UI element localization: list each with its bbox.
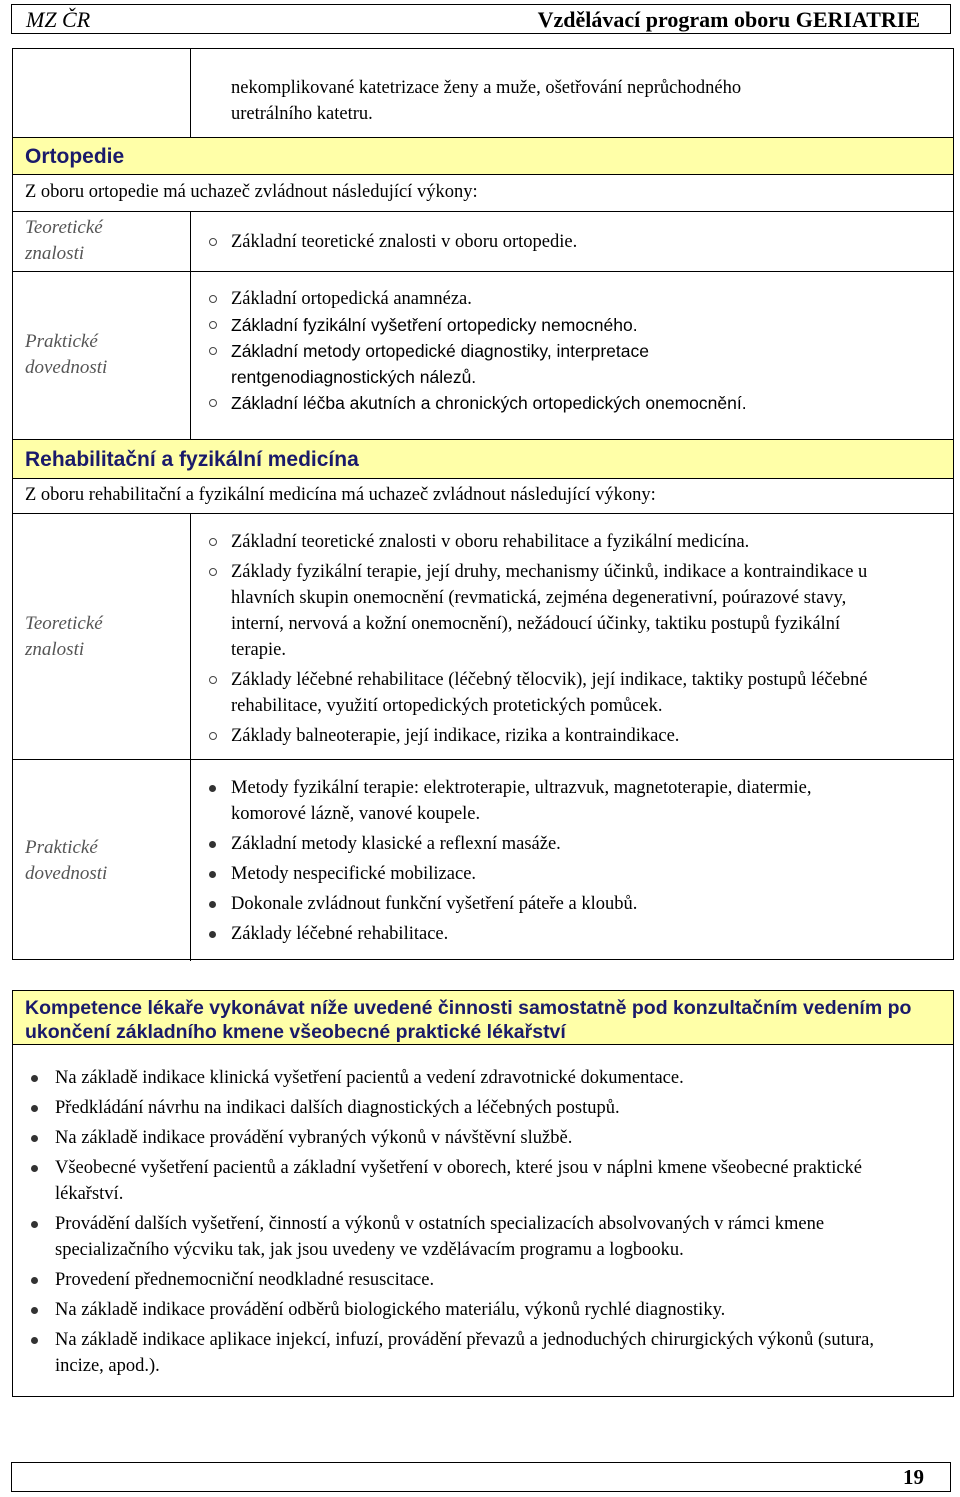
bullet-icon (209, 732, 217, 740)
bullet-icon (209, 841, 216, 848)
list-item: Základní teoretické znalosti v oboru ortopedie. (209, 229, 939, 255)
continuation-line: nekomplikované katetrizace ženy a muže, ošetřování neprůchodného (231, 78, 742, 98)
bullet-icon (209, 901, 216, 908)
bullet-icon (31, 1135, 38, 1142)
column-divider (190, 49, 191, 137)
rehabilitace-teoreticke-list (209, 529, 945, 749)
ortopedie-teoreticke-list (209, 229, 939, 255)
competence-list (31, 1065, 931, 1379)
list-item: Předkládání návrhu na indikaci dalších diagnostických a léčebných postupů. (31, 1095, 931, 1121)
section-title-text: Ortopedie (25, 145, 125, 168)
ortopedie-prakticke-list (209, 286, 919, 416)
list-item: Základní fyzikální vyšetření ortopedicky nemocného. (209, 312, 919, 338)
continuation-text (231, 75, 741, 127)
list-item: Základní metody ortopedické diagnostiky, interpretace rentgenodiagnostických nálezů. (209, 338, 771, 390)
bullet-icon (31, 1337, 38, 1344)
bullet-icon (209, 295, 217, 303)
page-header (11, 4, 951, 34)
list-item: Metody fyzikální terapie: elektroterapie, ultrazvuk, magnetoterapie, diatermie, komorové lázně, vanové koupele. (209, 775, 861, 827)
list-item: Na základě indikace klinická vyšetření pacientů a vedení zdravotnické dokumentace. (31, 1065, 931, 1091)
column-divider (190, 271, 191, 439)
label-line: znalosti (25, 243, 85, 264)
list-item: Základy léčebné rehabilitace. (209, 921, 909, 947)
row-divider (13, 211, 953, 212)
bullet-icon (209, 676, 217, 684)
bullet-icon (209, 568, 217, 576)
rehabilitace-intro: Z oboru rehabilitační a fyzikální medicína má uchazeč zvládnout následující výkony: (25, 485, 656, 505)
list-item: Základy fyzikální terapie, její druhy, mechanismy účinků, indikace a kontraindikace u hlavních skupin onemocnění (revmatická, zejména degenerativní, poúrazové stavy, interní, nervová a kožní onemocnění), nežádoucí účinky, taktiku postupů fyzikální terapie. (209, 559, 871, 663)
ortopedie-prakticke-label (25, 329, 107, 381)
label-line: znalosti (25, 639, 85, 660)
bullet-icon (31, 1307, 38, 1314)
header-ministry: MZ ČR (26, 7, 91, 32)
list-item: Základní ortopedická anamnéza. (209, 286, 919, 312)
list-item: Všeobecné vyšetření pacientů a základní vyšetření v oborech, které jsou v náplni kmene všeobecné praktické lékařství. (31, 1155, 865, 1207)
label-line: dovednosti (25, 863, 108, 884)
header-program-title: Vzdělávací program oboru GERIATRIE (537, 7, 920, 32)
bullet-icon (209, 321, 217, 329)
bullet-icon (209, 931, 216, 938)
bullet-icon (209, 347, 217, 355)
list-item: Provedení přednemocniční neodkladné resuscitace. (31, 1267, 931, 1293)
ortopedie-teoreticke-label (25, 215, 103, 267)
list-item: Dokonale zvládnout funkční vyšetření páteře a kloubů. (209, 891, 909, 917)
bullet-icon (209, 871, 216, 878)
bullet-icon (209, 238, 217, 246)
row-divider (13, 513, 953, 514)
list-item: Metody nespecifické mobilizace. (209, 861, 909, 887)
bullet-icon (31, 1165, 38, 1172)
list-item: Na základě indikace provádění odběrů biologického materiálu, výkonů rychlé diagnostiky. (31, 1297, 931, 1323)
ortopedie-intro: Z oboru ortopedie má uchazeč zvládnout následující výkony: (25, 182, 478, 202)
section-title-text: Rehabilitační a fyzikální medicína (25, 448, 359, 471)
column-divider (190, 513, 191, 961)
page-number: 19 (903, 1465, 924, 1489)
competence-box (12, 990, 954, 1397)
column-divider (190, 211, 191, 271)
list-item: Provádění dalších vyšetření, činností a výkonů v ostatních specializacích absolvovaných v rámci kmene specializačního výcviku tak, jak jsou uvedeny ve vzdělávacím programu a logbooku. (31, 1211, 931, 1263)
bullet-icon (31, 1105, 38, 1112)
continuation-line: uretrálního katetru. (231, 104, 373, 124)
row-divider (13, 271, 953, 272)
label-line: dovednosti (25, 357, 108, 378)
list-item: Základní léčba akutních a chronických ortopedických onemocnění. (209, 390, 919, 416)
bullet-icon (31, 1277, 38, 1284)
label-line: Teoretické (25, 217, 103, 238)
bullet-icon (31, 1221, 38, 1228)
label-line: Teoretické (25, 613, 103, 634)
list-item: Základní metody klasické a reflexní masáže. (209, 831, 909, 857)
list-item: Na základě indikace aplikace injekcí, infuzí, provádění převazů a jednoduchých chirurgických výkonů (sutura, incize, apod.). (31, 1327, 915, 1379)
page-footer (11, 1462, 951, 1492)
bullet-icon (209, 785, 216, 792)
list-item: Základy balneoterapie, její indikace, rizika a kontraindikace. (209, 723, 945, 749)
row-divider (13, 759, 953, 760)
bullet-icon (209, 399, 217, 407)
bullet-icon (31, 1075, 38, 1082)
rehabilitace-teoreticke-label (25, 611, 103, 663)
bullet-icon (209, 538, 217, 546)
rehabilitace-prakticke-label (25, 835, 107, 887)
section-title-rehabilitace (13, 439, 953, 479)
label-line: Praktické (25, 837, 98, 858)
list-item: Na základě indikace provádění vybraných výkonů v návštěvní službě. (31, 1125, 931, 1151)
list-item: Základní teoretické znalosti v oboru rehabilitace a fyzikální medicína. (209, 529, 945, 555)
competence-title: Kompetence lékaře vykonávat níže uvedené činnosti samostatně pod konzultačním vedením po ukončení základního kmene všeobecné praktické lékařství (13, 991, 953, 1045)
section-title-ortopedie (13, 137, 953, 175)
list-item: Základy léčebné rehabilitace (léčebný tělocvik), její indikace, taktiky postupů léčebné rehabilitace, využití ortopedických protetických pomůcek. (209, 667, 945, 719)
label-line: Praktické (25, 331, 98, 352)
competency-table (12, 48, 954, 960)
rehabilitace-prakticke-list (209, 775, 909, 947)
